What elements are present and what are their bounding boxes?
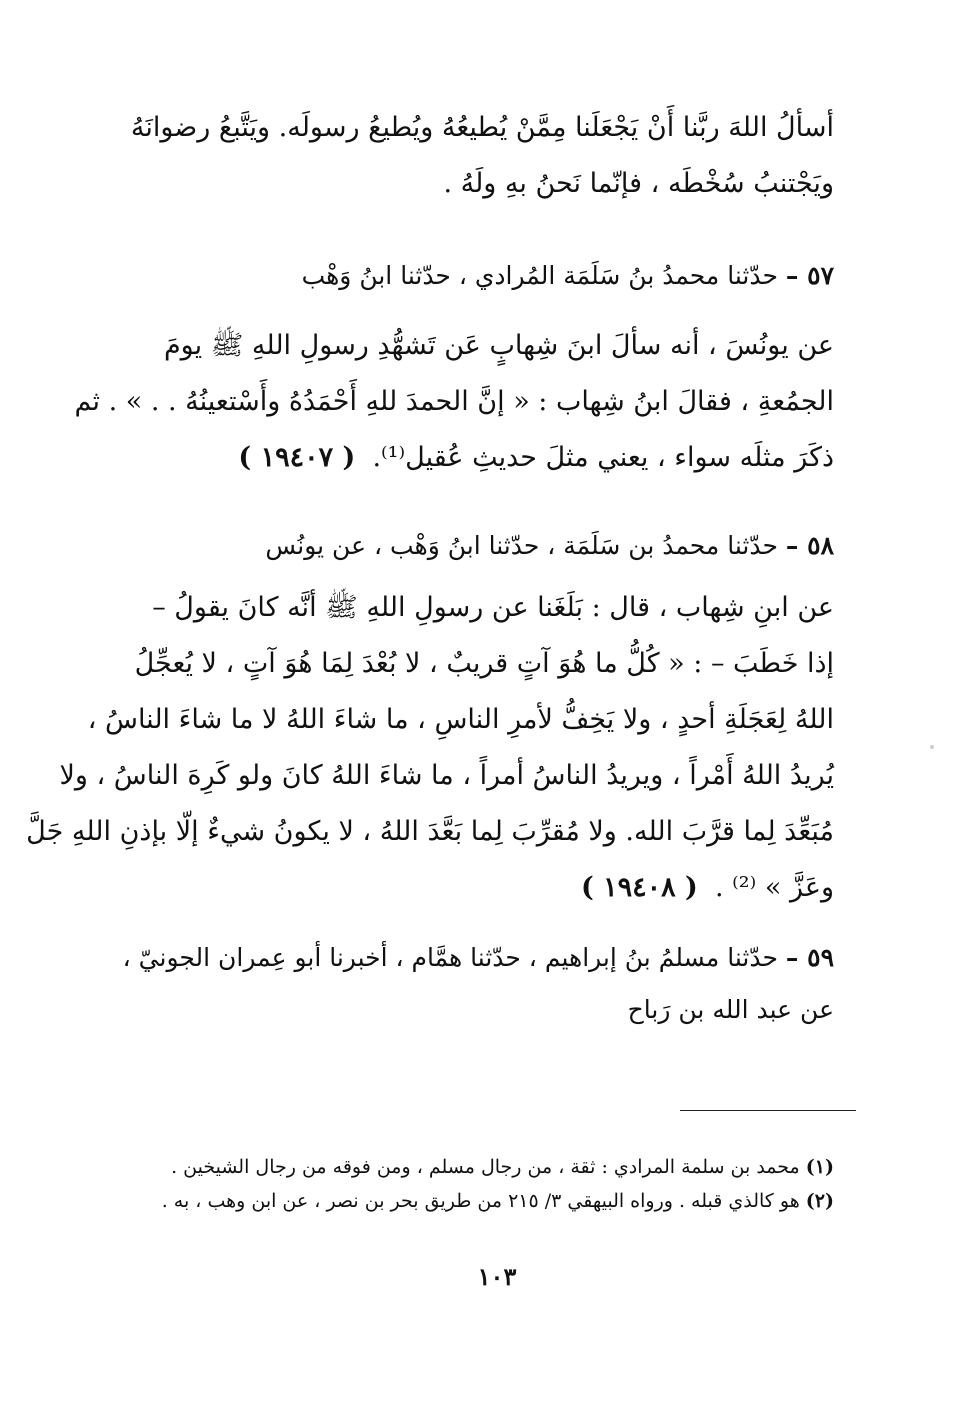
page-number: ١٠٣ [477, 1262, 517, 1291]
footnote-2-mark: (٢) [805, 1190, 834, 1212]
footnote-2-text: هو كالذي قبله . ورواه البيهقي ٣/ ٢١٥ من طريق بحر بن نصر ، عن ابن وهب ، به . [161, 1190, 800, 1212]
hadith-57-heading [134, 250, 834, 302]
hadith-58-line-1: عن ابنِ شِهاب ، قال : بَلَغَنا عن رسولِ اللهِ ﷺ أنَّه كانَ يقولُ – [152, 592, 834, 623]
hadith-59-line-1: عن عبد الله بن رَباح [627, 995, 834, 1024]
intro-line-1: أسألُ اللهَ ربَّنا أَنْ يَجْعَلَنا مِمَّنْ يُطيعُهُ ويُطيعُ رسولَه. ويَتَّبعُ رضوانَهُ [130, 112, 834, 143]
footnote-1-text: محمد بن سلمة المرادي : ثقة ، من رجال مسلم ، ومن فوقه من رجال الشيخين . [171, 1156, 800, 1178]
hadith-58-line-2: إذا خَطَبَ – : « كُلُّ ما هُوَ آتٍ قريبٌ ، لا بُعْدَ لِمَا هُوَ آتٍ ، لا يُعجِّلُ [134, 648, 834, 679]
hadith-59-text [134, 984, 834, 1036]
scan-speck [930, 745, 934, 749]
footnote-2 [134, 1184, 834, 1218]
hadith-58-line-5: مُبَعِّدَ لِما قرَّبَ الله. ولا مُقرِّبَ لِما بَعَّدَ اللهُ ، لا يكونُ شيءٌ إلّا بإذنِ اللهِ جَلَّ [26, 816, 834, 847]
hadith-59-number: ٥٩ – [785, 943, 834, 972]
hadith-58-line-4: يُريدُ اللهُ أَمْراً ، ويريدُ الناسُ أمراً ، ما شاءَ اللهُ كانَ ولو كَرِهَ الناسُ ، ولا [59, 760, 834, 791]
hadith-57-reference: ( ١٩٤٠٧ ) [238, 442, 356, 473]
hadith-59-heading [122, 932, 834, 984]
intro-paragraph [130, 100, 834, 212]
footnotes [134, 1150, 834, 1218]
hadith-58-line-6-text: وعَزَّ » ⁽²⁾ . [715, 872, 834, 903]
hadith-57-number: ٥٧ – [785, 261, 834, 290]
footnote-1-mark: (١) [805, 1156, 834, 1178]
hadith-59-isnad: حدّثنا مسلمُ بنُ إبراهيم ، حدّثنا همَّام ، أخبرنا أبو عِمران الجونيّ ، [122, 943, 778, 972]
footnote-1 [134, 1150, 834, 1184]
hadith-58-reference: ( ١٩٤٠٨ ) [580, 872, 698, 903]
intro-line-2: ويَجْتنبُ سُخْطَه ، فإنّما نَحنُ بهِ ولَهُ . [443, 168, 834, 199]
hadith-58-line-3: اللهُ لِعَجَلَةِ أحدٍ ، ولا يَخِفُّ لأمرِ الناسِ ، ما شاءَ اللهُ لا ما شاءَ الناسُ ، [87, 704, 834, 735]
hadith-57-line-2: الجمُعةِ ، فقالَ ابنُ شِهاب : « إنَّ الحمدَ للهِ أَحْمَدُهُ وأَسْتعينُهُ . . » . ثم [74, 386, 834, 417]
hadith-58-heading [134, 520, 834, 572]
hadith-57-line-3 [134, 430, 834, 486]
footnote-divider [680, 1110, 856, 1111]
hadith-58-isnad: حدّثنا محمدُ بن سَلَمَة ، حدّثنا ابنُ وَهْب ، عن يونُس [265, 531, 778, 560]
hadith-58-line-6 [134, 860, 834, 916]
hadith-57-line-3-text: ذكَرَ مثلَه سواء ، يعني مثلَ حديثِ عُقيل⁽¹⁾. [372, 442, 834, 473]
hadith-58-text [26, 580, 834, 916]
hadith-57-text [74, 318, 834, 486]
hadith-57-line-1: عن يونُسَ ، أنه سألَ ابنَ شِهابٍ عَن تَشهُّدِ رسولِ اللهِ ﷺ يومَ [163, 330, 834, 361]
hadith-57-isnad: حدّثنا محمدُ بنُ سَلَمَة المُرادي ، حدّثنا ابنُ وَهْب [301, 261, 778, 290]
hadith-58-number: ٥٨ – [785, 531, 834, 560]
